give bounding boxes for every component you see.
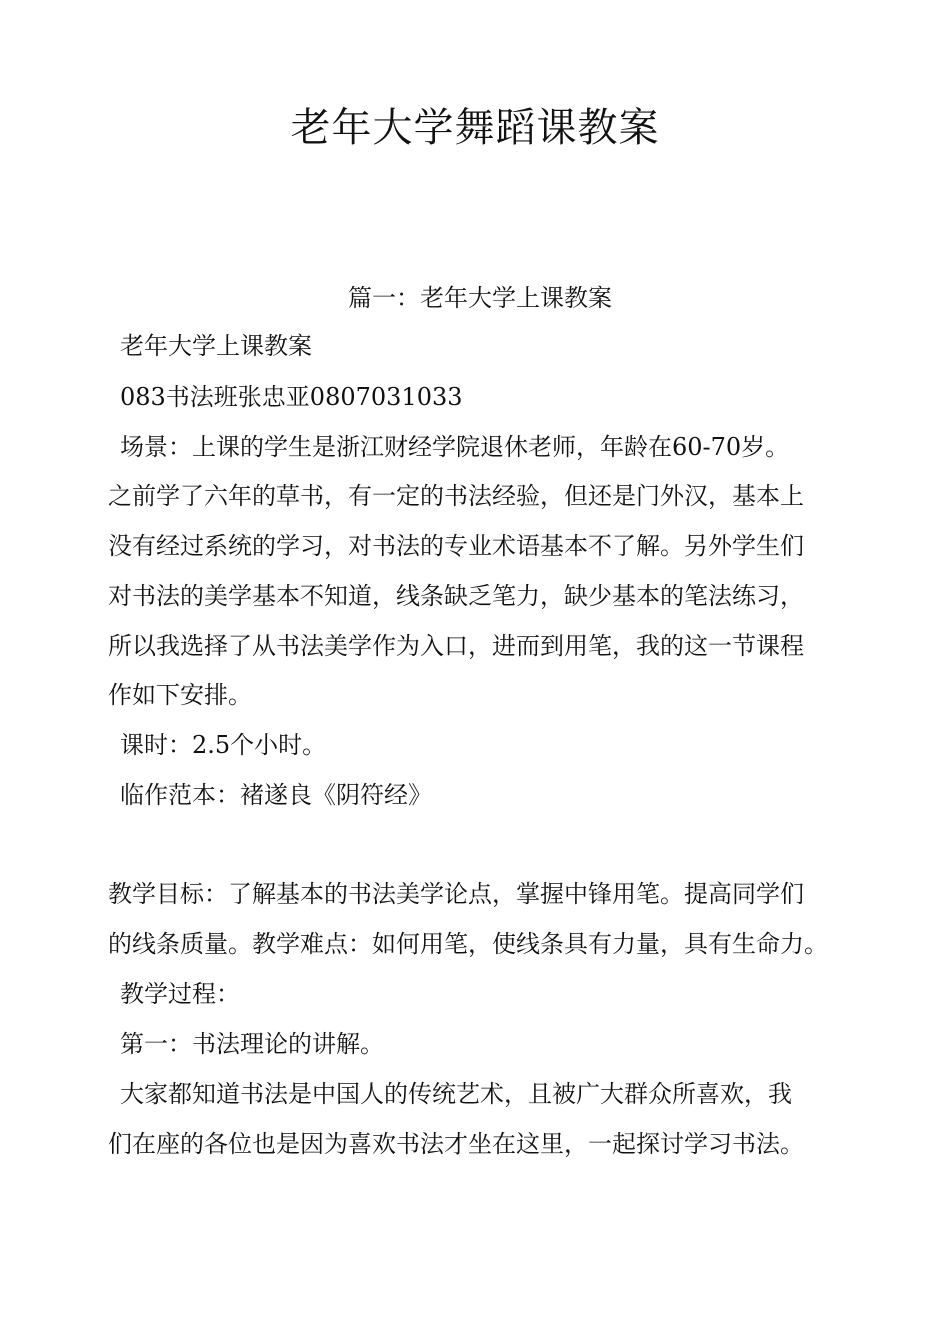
- text-line: 教学目标：了解基本的书法美学论点，掌握中锋用笔。提高同学们: [108, 880, 804, 908]
- section-heading: 篇一：老年大学上课教案: [348, 284, 612, 312]
- text-line: 083书法班张忠亚0807031033: [120, 383, 463, 411]
- text-line: 没有经过系统的学习，对书法的专业术语基本不了解。另外学生们: [108, 532, 804, 560]
- text-line: 教学过程：: [120, 980, 240, 1008]
- text-line: 之前学了六年的草书，有一定的书法经验，但还是门外汉，基本上: [108, 482, 804, 510]
- text-line: 临作范本：褚遂良《阴符经》: [120, 781, 432, 809]
- text-line: 第一：书法理论的讲解。: [120, 1030, 384, 1058]
- text-line: 场景：上课的学生是浙江财经学院退休老师，年龄在60-70岁。: [120, 433, 790, 461]
- text-line: 们在座的各位也是因为喜欢书法才坐在这里，一起探讨学习书法。: [108, 1130, 804, 1158]
- text-line: 对书法的美学基本不知道，线条缺乏笔力，缺少基本的笔法练习，: [108, 582, 804, 610]
- text-line: 课时：2.5个小时。: [120, 731, 327, 759]
- text-line: 的线条质量。教学难点：如何用笔，使线条具有力量，具有生命力。: [108, 930, 828, 958]
- document-title: 老年大学舞蹈课教案: [290, 105, 660, 151]
- text-line: 大家都知道书法是中国人的传统艺术，且被广大群众所喜欢，我: [120, 1080, 792, 1108]
- text-line: 老年大学上课教案: [120, 332, 312, 360]
- text-line: 作如下安排。: [108, 681, 252, 709]
- text-line: 所以我选择了从书法美学作为入口，进而到用笔，我的这一节课程: [108, 632, 804, 660]
